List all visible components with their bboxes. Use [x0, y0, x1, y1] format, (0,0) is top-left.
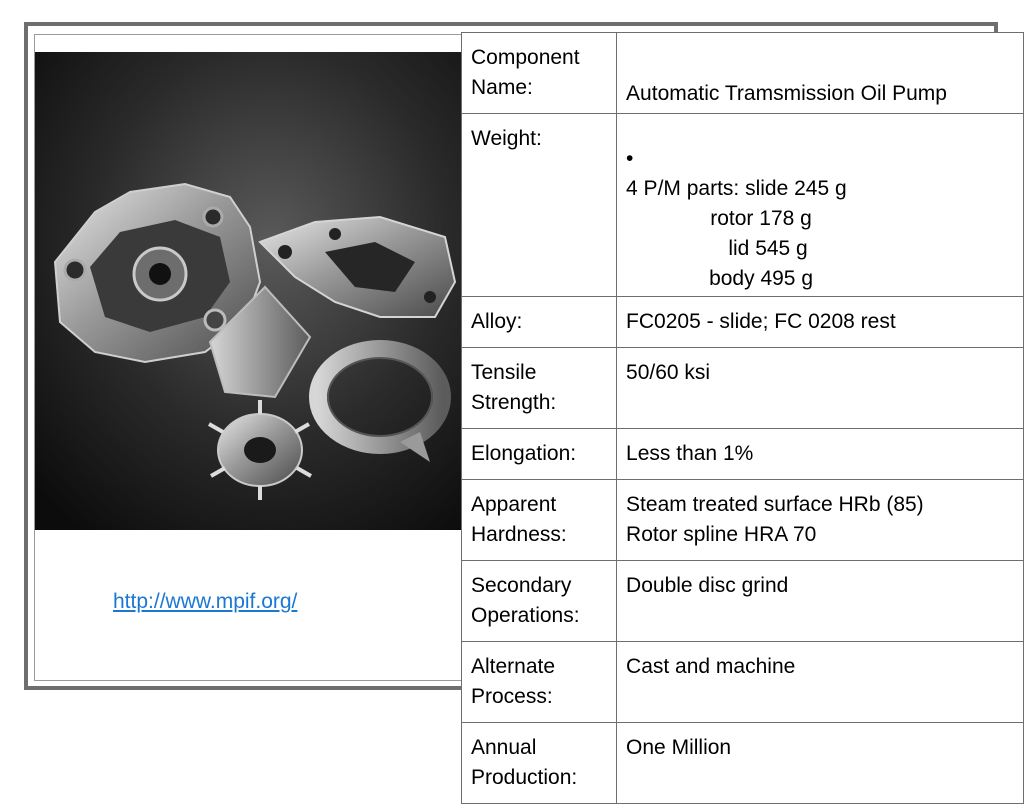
table-row — [462, 297, 1024, 348]
hardness-values — [617, 480, 1024, 561]
table-row — [462, 33, 1024, 114]
table-row — [462, 429, 1024, 480]
row-value: Less than 1% — [617, 429, 1024, 480]
row-value: Cast and machine — [617, 642, 1024, 723]
row-label: Alloy: — [462, 297, 617, 348]
row-value: 50/60 ksi — [617, 348, 1024, 429]
table-row — [462, 561, 1024, 642]
oil-pump-parts-photo — [35, 52, 462, 530]
row-label: Tensile Strength: — [462, 348, 617, 429]
table-row — [462, 114, 1024, 297]
row-label: Elongation: — [462, 429, 617, 480]
weight-line: 4 P/M parts: slide 245 g — [626, 177, 847, 200]
weight-line: body 495 g — [709, 267, 814, 290]
table-row — [462, 480, 1024, 561]
table-row — [462, 642, 1024, 723]
hardness-line: Steam treated surface HRb (85) — [626, 493, 924, 516]
weight-line: rotor 178 g — [710, 207, 812, 230]
row-value: Automatic Tramsmission Oil Pump — [617, 33, 1024, 114]
row-label: Annual Production: — [462, 723, 617, 804]
row-label: Secondary Operations: — [462, 561, 617, 642]
hardness-line: Rotor spline HRA 70 — [626, 523, 817, 546]
bullet-glyph: • — [626, 147, 634, 170]
table-row — [462, 723, 1024, 804]
weight-values — [617, 114, 1024, 297]
row-value: FC0205 - slide; FC 0208 rest — [617, 297, 1024, 348]
row-label: Component Name: — [462, 33, 617, 114]
row-label: Apparent Hardness: — [462, 480, 617, 561]
row-value: One Million — [617, 723, 1024, 804]
row-label: Weight: — [462, 114, 617, 297]
row-label: Alternate Process: — [462, 642, 617, 723]
spec-table — [461, 32, 1024, 804]
table-row — [462, 348, 1024, 429]
weight-line: lid 545 g — [728, 237, 808, 260]
mpif-link[interactable]: http://www.mpif.org/ — [113, 590, 298, 613]
row-value: Double disc grind — [617, 561, 1024, 642]
